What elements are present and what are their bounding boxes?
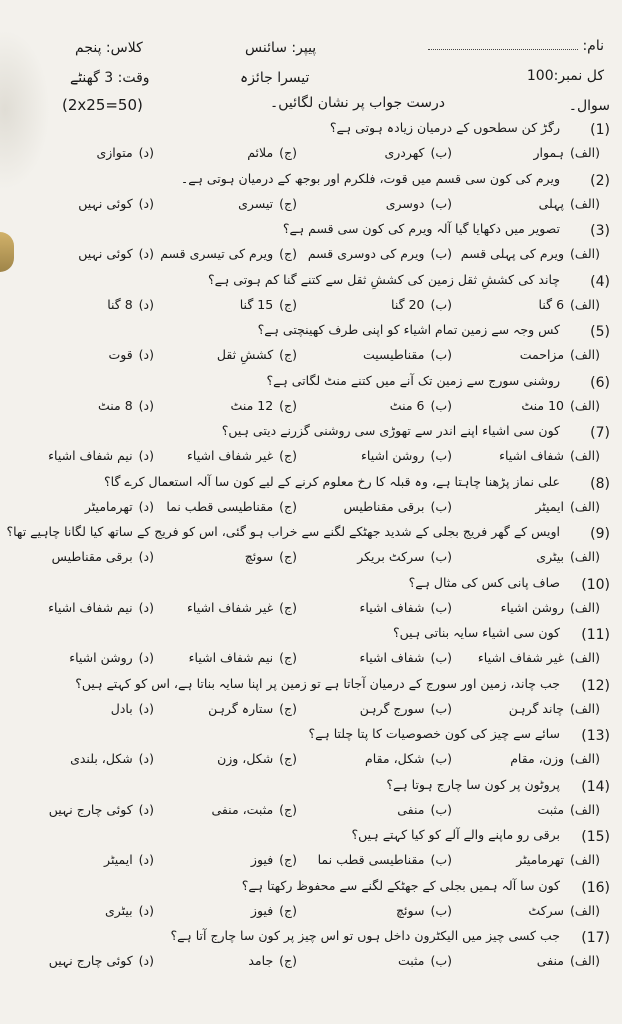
answer-option[interactable] (78, 196, 154, 211)
option-label: (ب) (430, 347, 452, 362)
option-label: (د) (138, 801, 154, 817)
answer-option[interactable] (357, 549, 452, 564)
answer-option[interactable] (187, 600, 297, 615)
option-text: ہموار (533, 145, 565, 160)
option-text: سوئچ (244, 549, 274, 564)
option-label: (الف) (570, 549, 600, 564)
option-text: وزن، مقام (510, 751, 565, 766)
answer-option[interactable] (478, 650, 600, 665)
option-text: 6 منٹ (389, 397, 425, 413)
question-number: (5) (590, 324, 610, 340)
question-number: (13) (581, 728, 610, 744)
question-text: ویرم کی کون سی قسم میں قوت، فلکرم اور بوجھ کے درمیان ہوتی ہے۔ (180, 170, 560, 186)
answer-option[interactable] (238, 196, 297, 211)
question-number: (17) (581, 930, 610, 946)
answer-option[interactable] (343, 499, 452, 514)
answer-option[interactable] (52, 549, 154, 564)
option-label: (ب) (430, 751, 452, 766)
answer-option[interactable] (187, 448, 297, 463)
question-number: (9) (590, 526, 610, 542)
option-text: متوازی (96, 145, 133, 160)
option-text: ایمیٹر (104, 852, 133, 867)
option-text: مثبت (397, 953, 425, 968)
section-label: سوال۔ (568, 98, 610, 114)
option-label: (د) (138, 448, 154, 463)
question-number: (1) (590, 122, 610, 138)
option-text: ملائم (247, 145, 274, 160)
option-label: (ج) (279, 498, 297, 514)
option-label: (ب) (430, 498, 452, 514)
answer-option[interactable] (539, 196, 600, 211)
option-text: 12 منٹ (230, 397, 274, 413)
option-text: غیر شفاف اشیاء (187, 448, 274, 463)
option-label: (ج) (279, 448, 297, 463)
answer-option[interactable] (461, 246, 600, 261)
answer-option[interactable] (533, 145, 600, 160)
question-number: (7) (590, 425, 610, 441)
answer-option[interactable] (104, 852, 154, 867)
answer-option[interactable] (251, 852, 297, 867)
option-text: نیم شفاف اشیاء (48, 448, 133, 463)
option-text: ویرم کی دوسری قسم (307, 246, 425, 261)
option-text: مثبت، منفی (211, 801, 274, 817)
option-label: (ب) (430, 246, 452, 261)
option-label: (ج) (279, 953, 297, 968)
option-text: سوئچ (395, 902, 425, 918)
option-text: شکل، مقام (365, 751, 425, 766)
option-label: (ج) (279, 397, 297, 413)
option-text: ویرم کی پہلی قسم (460, 246, 565, 261)
answer-option[interactable] (251, 903, 297, 918)
answer-option[interactable] (360, 701, 452, 716)
question-text: کون سی اشیاء اپنے اندر سے تھوڑی سی روشنی گزرنے دیتی ہیں؟ (221, 423, 560, 438)
answer-option[interactable] (108, 347, 154, 362)
option-label: (الف) (570, 195, 600, 211)
question-number: (6) (590, 374, 610, 391)
option-label: (د) (138, 195, 154, 211)
answer-option[interactable] (105, 903, 154, 918)
answer-option[interactable] (384, 145, 452, 160)
answer-option[interactable] (208, 701, 297, 716)
option-text: مقناطیسی قطب نما (166, 498, 274, 514)
question-text: چاند کی کششِ ثقل زمین کی کششِ ثقل سے کتنے گنا کم ہوتی ہے؟ (208, 271, 560, 287)
option-text: دوسری (385, 195, 425, 211)
option-label: (ب) (430, 801, 452, 817)
answer-option[interactable] (396, 903, 452, 918)
question-number: (16) (581, 879, 610, 896)
answer-option[interactable] (516, 852, 600, 867)
answer-option[interactable] (521, 398, 600, 413)
answer-option[interactable] (211, 802, 297, 817)
answer-option[interactable] (360, 650, 452, 665)
option-label: (د) (138, 347, 154, 362)
option-text: بادل (110, 700, 133, 716)
answer-option[interactable] (49, 953, 154, 968)
section-instruction: درست جواب پر نشان لگائیں۔ (270, 95, 446, 111)
option-text: 10 منٹ (521, 397, 565, 413)
option-text: شفاف اشیاء (359, 650, 425, 665)
option-label: (ج) (279, 852, 297, 867)
question-text: اویس کے گھر فریج بجلی کے شدید جھٹکے لگنے سے خراب ہو گئی، اس کو فریج کے ساتھ کیا لگانا چاہیے تھا؟ (6, 524, 560, 539)
answer-option[interactable] (111, 701, 154, 716)
option-text: چاند گرہن (508, 700, 565, 716)
option-label: (ج) (279, 246, 297, 261)
question-text: کس وجہ سے زمین تمام اشیاء کو اپنی طرف کھینچتی ہے؟ (257, 322, 560, 337)
option-label: (ب) (430, 852, 452, 867)
option-label: (ج) (279, 599, 297, 615)
option-text: برقی مقناطیس (51, 549, 133, 564)
score-formula: (2x25=50) (62, 96, 143, 114)
option-text: جامد (248, 953, 274, 968)
option-text: تھرمامیٹر (84, 498, 133, 514)
option-text: سورج گرہن (359, 700, 425, 716)
option-label: (الف) (570, 296, 600, 312)
option-label: (د) (138, 599, 154, 615)
option-text: 6 گنا (538, 296, 565, 312)
option-label: (ب) (430, 448, 452, 463)
option-label: (الف) (570, 852, 600, 867)
answer-option[interactable] (390, 398, 452, 413)
option-label: (ج) (279, 145, 297, 160)
option-text: نیم شفاف اشیاء (48, 599, 133, 615)
option-text: روشن اشیاء (361, 448, 425, 463)
option-label: (د) (138, 751, 154, 766)
question-number: (3) (590, 223, 610, 239)
option-label: (ج) (279, 195, 297, 211)
answer-option[interactable] (499, 448, 600, 463)
option-label: (الف) (570, 145, 600, 160)
option-text: مقناطیسیت (362, 347, 425, 362)
answer-option[interactable] (231, 398, 297, 413)
option-label: (ب) (430, 902, 452, 918)
option-label: (الف) (570, 953, 600, 968)
question-text: جب کسی چیز میں الیکٹرون داخل ہوں تو اس چیز پر کون سا چارج آتا ہے؟ (170, 928, 560, 943)
answer-option[interactable] (48, 448, 154, 463)
time-label: وقت: 3 گھنٹے (70, 70, 150, 86)
answer-option[interactable] (365, 751, 452, 766)
option-label: (الف) (570, 448, 600, 463)
option-text: 8 گنا (107, 296, 133, 312)
option-label: (ج) (279, 801, 297, 817)
option-text: ویرم کی تیسری قسم (160, 246, 274, 261)
question-text: کون سا آلہ ہمیں بجلی کے جھٹکے لگنے سے محفوظ رکھتا ہے؟ (241, 877, 560, 893)
answer-option[interactable] (509, 701, 600, 716)
answer-option[interactable] (391, 297, 452, 312)
student-name-field (428, 38, 604, 54)
answer-option[interactable] (160, 246, 297, 261)
option-label: (ج) (279, 549, 297, 564)
option-text: کوئی چارج نہیں (48, 801, 133, 817)
paper-subject: پیپر: سائنس (245, 40, 317, 56)
answer-option[interactable] (69, 650, 154, 665)
answer-option[interactable] (536, 549, 600, 564)
question-text: رگڑ کن سطحوں کے درمیان زیادہ ہوتی ہے؟ (329, 120, 560, 135)
answer-option[interactable] (78, 246, 154, 261)
option-text: غیر شفاف اشیاء (187, 599, 274, 615)
total-marks: کل نمبر:100 (526, 68, 604, 84)
answer-option[interactable] (361, 448, 452, 463)
option-text: 8 منٹ (98, 397, 133, 413)
option-text: بیٹری (536, 549, 565, 564)
option-label: (ب) (430, 549, 452, 564)
option-label: (الف) (570, 397, 600, 413)
answer-option[interactable] (360, 600, 452, 615)
option-text: کوئی نہیں (78, 195, 133, 211)
option-text: پہلی (538, 195, 565, 211)
question-number: (8) (590, 475, 610, 492)
answer-option[interactable] (510, 751, 600, 766)
answer-option[interactable] (535, 499, 600, 514)
answer-option[interactable] (107, 297, 154, 312)
option-label: (د) (138, 498, 154, 514)
question-number: (15) (581, 829, 610, 845)
option-label: (ب) (430, 145, 452, 160)
option-label: (ج) (279, 751, 297, 766)
answer-option[interactable] (539, 297, 600, 312)
option-text: مثبت (537, 801, 565, 817)
option-text: روشن اشیاء (69, 650, 133, 665)
option-label: (د) (138, 246, 154, 261)
option-label: (د) (138, 145, 154, 160)
option-text: نیم شفاف اشیاء (188, 650, 274, 665)
answer-option[interactable] (386, 196, 452, 211)
class-label: کلاس: پنجم (75, 40, 143, 56)
option-text: فیوز (250, 852, 274, 867)
answer-option[interactable] (240, 297, 297, 312)
option-text: ستارہ گرہن (208, 700, 274, 716)
option-text: 20 گنا (391, 296, 425, 312)
answer-option[interactable] (70, 751, 154, 766)
answer-option[interactable] (520, 347, 600, 362)
answer-option[interactable] (217, 347, 297, 362)
question-number: (12) (581, 677, 610, 694)
option-label: (ج) (279, 347, 297, 362)
option-label: (الف) (570, 347, 600, 362)
option-text: غیر شفاف اشیاء (477, 650, 565, 665)
answer-option[interactable] (245, 549, 297, 564)
answer-option[interactable] (528, 903, 600, 918)
option-text: کوئی نہیں (78, 246, 133, 261)
answer-option[interactable] (501, 600, 600, 615)
option-label: (د) (138, 397, 154, 413)
option-text: کھردری (384, 145, 425, 160)
option-text: قوت (108, 347, 133, 362)
question-text: برقی رو ماپنے والے آلے کو کیا کہتے ہیں؟ (351, 827, 560, 842)
option-text: بیٹری (104, 902, 133, 918)
option-label: (الف) (570, 751, 600, 766)
option-text: منفی (536, 953, 565, 968)
option-text: کششِ ثقل (216, 347, 274, 362)
question-text: سائے سے چیز کی کون خصوصیات کا پتا چلتا ہے؟ (308, 726, 560, 741)
option-label: (د) (138, 296, 154, 312)
option-label: (د) (138, 902, 154, 918)
answer-option[interactable] (318, 852, 452, 867)
option-text: شکل، بلندی (70, 751, 133, 766)
option-text: کوئی چارج نہیں (48, 953, 133, 968)
option-text: مزاحمت (519, 347, 565, 362)
question-text: صاف پانی کس کی مثال ہے؟ (408, 574, 560, 590)
option-text: مقناطیسی قطب نما (317, 852, 425, 867)
question-number: (4) (590, 273, 610, 290)
option-label: (الف) (570, 498, 600, 514)
option-text: برقی مقناطیس (343, 498, 425, 514)
answer-option[interactable] (96, 145, 154, 160)
option-label: (ب) (430, 599, 452, 615)
option-label: (ب) (430, 650, 452, 665)
answer-option[interactable] (85, 499, 154, 514)
question-text: روشنی سورج سے زمین تک آنے میں کتنے منٹ لگاتی ہے؟ (266, 372, 560, 388)
option-text: فیوز (250, 902, 274, 918)
option-text: سرکٹ (528, 902, 565, 918)
option-label: (ب) (430, 953, 452, 968)
option-text: منفی (397, 801, 425, 817)
option-text: سرکٹ بریکر (357, 549, 425, 564)
option-label: (ب) (430, 700, 452, 716)
option-label: (الف) (570, 700, 600, 716)
answer-option[interactable] (248, 953, 297, 968)
question-text: جب چاند، زمین اور سورج کے درمیان آجاتا ہے تو زمین پر اپنا سایہ بناتا ہے، اس کو کہتے ہیں؟ (75, 675, 560, 691)
option-label: (الف) (570, 902, 600, 918)
question-text: پروٹون پر کون سا چارج ہوتا ہے؟ (386, 776, 560, 792)
question-number: (14) (581, 778, 610, 795)
option-text: شفاف اشیاء (499, 448, 565, 463)
answer-option[interactable] (166, 499, 297, 514)
option-label: (ج) (279, 650, 297, 665)
answer-option[interactable] (247, 145, 297, 160)
question-number: (11) (581, 627, 610, 643)
answer-option[interactable] (398, 953, 452, 968)
option-text: شفاف اشیاء (359, 599, 425, 615)
option-text: تھرمامیٹر (516, 852, 565, 867)
answer-option[interactable] (48, 600, 154, 615)
option-label: (الف) (570, 599, 600, 615)
answer-option[interactable] (537, 953, 600, 968)
option-label: (د) (138, 549, 154, 564)
option-label: (ج) (279, 700, 297, 716)
option-label: (ب) (430, 195, 452, 211)
option-label: (الف) (570, 801, 600, 817)
answer-option[interactable] (363, 347, 452, 362)
answer-option[interactable] (308, 246, 452, 261)
answer-option[interactable] (397, 802, 452, 817)
decorative-clip-icon (0, 232, 14, 272)
option-label: (ج) (279, 296, 297, 312)
option-text: شکل، وزن (217, 751, 274, 766)
question-number: (10) (581, 576, 610, 593)
test-title: تیسرا جائزہ (240, 70, 310, 86)
name-blank-line (428, 49, 578, 50)
option-text: ایمیٹر (535, 498, 565, 514)
option-label: (الف) (570, 650, 600, 665)
question-text: کون سی اشیاء سایہ بناتی ہیں؟ (392, 625, 560, 640)
option-text: 15 گنا (239, 296, 274, 312)
answer-option[interactable] (98, 398, 154, 413)
option-text: روشن اشیاء (500, 599, 565, 615)
answer-option[interactable] (49, 802, 154, 817)
option-label: (د) (138, 650, 154, 665)
answer-option[interactable] (538, 802, 601, 817)
option-label: (د) (138, 953, 154, 968)
answer-option[interactable] (189, 650, 297, 665)
question-number: (2) (590, 172, 610, 189)
option-text: تیسری (238, 195, 274, 211)
option-label: (د) (138, 700, 154, 716)
option-label: (ب) (430, 397, 452, 413)
answer-option[interactable] (217, 751, 297, 766)
option-label: (الف) (570, 246, 600, 261)
name-label: نام: (582, 38, 604, 54)
option-label: (ج) (279, 902, 297, 918)
option-label: (ب) (430, 296, 452, 312)
question-text: علی نماز پڑھنا چاہتا ہے، وہ قبلہ کا رخ معلوم کرنے کے لیے کون سا آلہ استعمال کرے گا؟ (104, 473, 560, 489)
option-label: (د) (138, 852, 154, 867)
question-text: تصویر میں دکھایا گیا آلہ ویرم کی کون سی قسم ہے؟ (282, 221, 560, 236)
